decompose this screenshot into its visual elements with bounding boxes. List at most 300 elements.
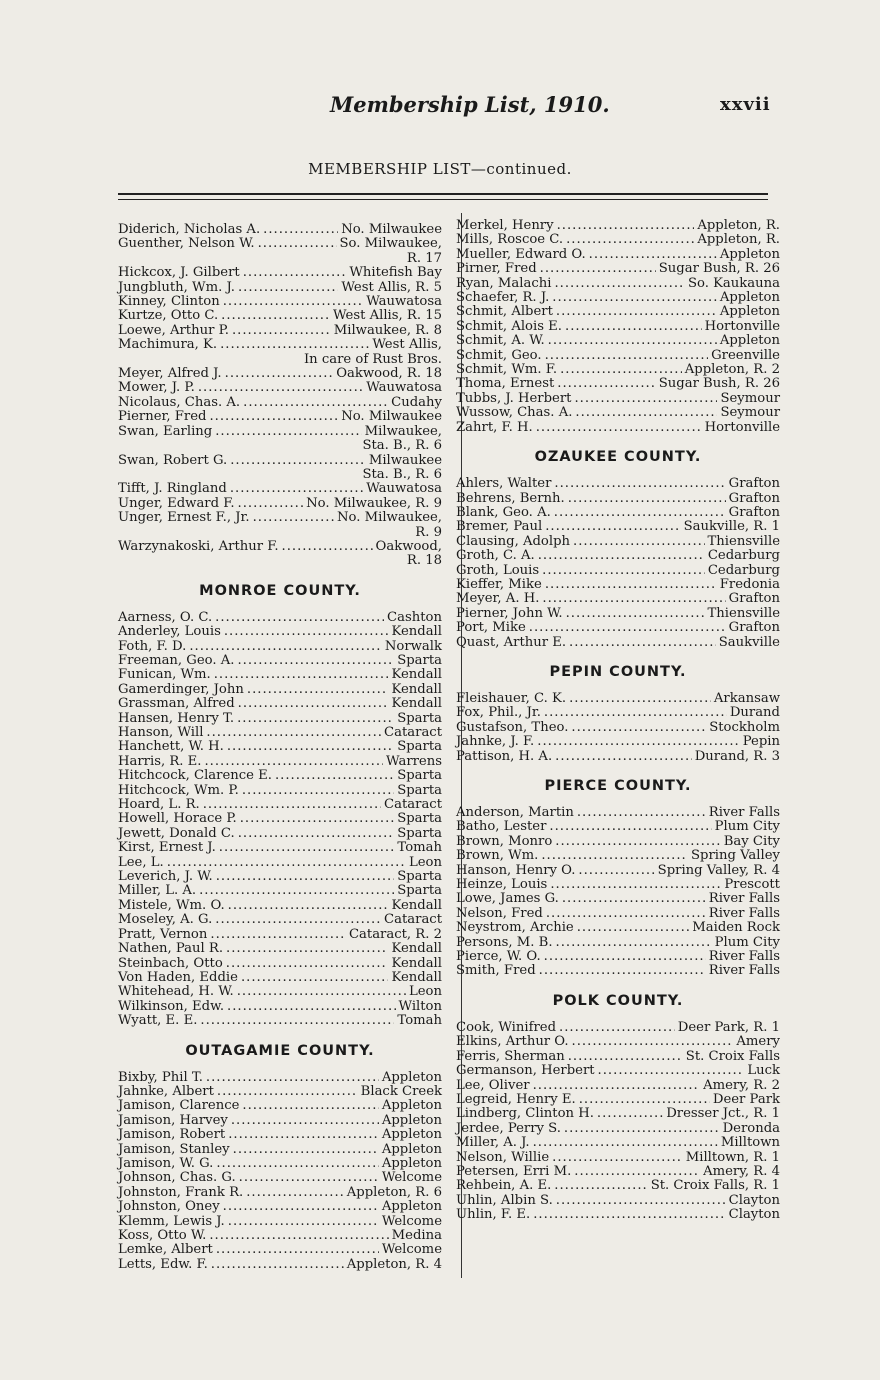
- member-name: Meyer, Alfred J.: [118, 366, 222, 382]
- dot-leader: [559, 1021, 675, 1035]
- member-location: Cataract: [384, 797, 442, 813]
- member-location: Milwaukee: [368, 452, 442, 468]
- dot-leader: [552, 291, 717, 305]
- member-name: Pattison, H. A.: [456, 748, 553, 764]
- member-name: Neystrom, Archie: [456, 920, 574, 936]
- member-entry: [118, 740, 442, 754]
- dot-leader: [228, 899, 389, 913]
- dot-leader: [239, 1171, 379, 1185]
- dot-leader: [237, 654, 394, 668]
- member-location: Durand: [729, 705, 780, 721]
- member-location: Appleton: [719, 246, 780, 262]
- right-column: [456, 219, 780, 1223]
- dot-leader: [565, 320, 702, 334]
- dot-leader: [215, 425, 361, 439]
- member-location: Maiden Rock: [692, 920, 780, 936]
- member-location: Whitefish Bay: [349, 265, 442, 281]
- member-name: Ahlers, Walter: [456, 476, 552, 492]
- member-location: Sparta: [397, 768, 442, 784]
- member-location: Saukville, R. 1: [683, 519, 780, 535]
- county-heading: OZAUKEE COUNTY.: [534, 449, 702, 466]
- member-entry: [456, 535, 780, 549]
- member-name: Schmit, Geo.: [456, 347, 542, 363]
- member-name: Hickcox, J. Gilbert: [118, 265, 240, 281]
- member-entry: [456, 864, 780, 878]
- member-name: Legreid, Henry E.: [456, 1091, 576, 1107]
- member-name: Mistele, Wm. O.: [118, 897, 225, 913]
- dot-leader: [282, 540, 373, 554]
- member-entry: [456, 320, 780, 334]
- member-location: Prescott: [724, 877, 780, 893]
- member-name: Hanson, Henry O.: [456, 862, 576, 878]
- member-location: Cudahy: [391, 394, 442, 410]
- member-entry: [456, 492, 780, 506]
- member-entry: [456, 750, 780, 764]
- member-entry: [456, 248, 780, 262]
- dot-leader: [226, 957, 389, 971]
- member-entry: [118, 784, 442, 798]
- member-name: Mower, J. P.: [118, 380, 195, 396]
- member-entry: [456, 578, 780, 592]
- dot-leader: [575, 406, 717, 420]
- dot-leader: [545, 349, 709, 363]
- member-name: Jerdee, Perry S.: [456, 1120, 561, 1136]
- member-location: Appleton: [381, 1069, 442, 1085]
- member-name: Mills, Roscoe C.: [456, 232, 564, 248]
- dot-leader: [554, 506, 726, 520]
- member-location: Appleton, R. 2: [684, 362, 780, 378]
- member-location: Tomah: [397, 1013, 442, 1029]
- member-name: Leverich, J. W.: [118, 869, 213, 885]
- dot-leader: [230, 454, 366, 468]
- member-location: Seymour: [720, 405, 780, 421]
- member-entry: [456, 421, 780, 435]
- member-entry: [118, 812, 442, 826]
- dot-leader: [214, 668, 389, 682]
- member-name: Lemke, Albert: [118, 1242, 213, 1258]
- member-name: Hoard, L. R.: [118, 797, 200, 813]
- dot-leader: [538, 549, 705, 563]
- member-name: Hitchcock, Clarence E.: [118, 768, 272, 784]
- member-entry: [118, 309, 442, 323]
- dot-leader: [577, 806, 706, 820]
- member-location: Grafton: [728, 476, 780, 492]
- dot-leader: [578, 864, 654, 878]
- member-name: Nelson, Willie: [456, 1149, 550, 1165]
- member-name: Kieffer, Mike: [456, 576, 542, 592]
- member-entry: [118, 712, 442, 726]
- dot-leader: [533, 1136, 718, 1150]
- dot-leader: [554, 1179, 647, 1193]
- member-name: Meyer, A. H.: [456, 591, 540, 607]
- member-name: Batho, Lester: [456, 819, 547, 835]
- member-location: Black Creek: [360, 1083, 442, 1099]
- dot-leader: [253, 511, 334, 525]
- dot-leader: [231, 1114, 379, 1128]
- member-name: Pierner, John W.: [456, 605, 563, 621]
- member-name: Kinney, Clinton: [118, 294, 220, 310]
- member-name: Fox, Phil., Jr.: [456, 705, 541, 721]
- member-location: Appleton, R. 6: [346, 1184, 442, 1200]
- ozaukee-county-list: [456, 477, 780, 650]
- county-heading: PIERCE COUNTY.: [544, 778, 692, 794]
- member-name: Jamison, Stanley: [118, 1141, 230, 1157]
- member-location: Greenville: [711, 347, 780, 363]
- dot-leader: [226, 942, 388, 956]
- member-name: Heinze, Louis: [456, 877, 548, 893]
- member-location: Wauwatosa: [366, 380, 442, 396]
- member-entry: [118, 338, 442, 352]
- member-location: Sugar Bush, R. 26: [658, 261, 780, 277]
- dot-leader: [539, 964, 706, 978]
- member-location: Saukville: [718, 634, 780, 650]
- member-entry: [118, 913, 442, 927]
- dot-leader: [240, 812, 394, 826]
- county-heading: POLK COUNTY.: [552, 992, 684, 1009]
- member-location: Spring Valley: [691, 848, 780, 864]
- member-entry: [118, 1071, 442, 1085]
- dot-leader: [572, 1035, 734, 1049]
- member-location: Oakwood,: [375, 538, 442, 554]
- member-name: Loewe, Arthur P.: [118, 322, 229, 338]
- member-location: No. Milwaukee: [341, 409, 442, 425]
- member-location: Cedarburg: [707, 562, 780, 578]
- dot-leader: [233, 1143, 379, 1157]
- member-location: Kendall: [391, 941, 442, 957]
- member-entry: [456, 936, 780, 950]
- member-name: Diderich, Nicholas A.: [118, 222, 261, 237]
- dot-leader: [242, 784, 394, 798]
- member-name: Jungbluth, Wm. J.: [118, 279, 235, 295]
- member-entry: [456, 549, 780, 563]
- member-name: Jewett, Donald C.: [118, 825, 235, 841]
- member-location: Plum City: [714, 934, 780, 950]
- member-entry: [456, 506, 780, 520]
- dot-leader: [225, 367, 334, 381]
- polk-county-list: [456, 1021, 780, 1223]
- member-location: Milwaukee, R. 8: [333, 322, 442, 338]
- dot-leader: [204, 755, 383, 769]
- member-location: River Falls: [708, 949, 780, 965]
- member-entry: [456, 1064, 780, 1078]
- member-name: Zahrt, F. H.: [456, 419, 533, 435]
- member-entry: [456, 1050, 780, 1064]
- member-location: Appleton, R.: [697, 218, 780, 233]
- dot-leader: [211, 1258, 344, 1272]
- member-name: Aarness, O. C.: [118, 609, 213, 625]
- member-name: Unger, Ernest F., Jr.: [118, 510, 250, 526]
- dot-leader: [569, 636, 716, 650]
- dot-leader: [237, 985, 406, 999]
- dot-leader: [243, 266, 347, 280]
- dot-leader: [566, 233, 694, 247]
- member-entry: [118, 942, 442, 956]
- member-entry: [456, 305, 780, 319]
- member-entry: [456, 1079, 780, 1093]
- member-entry: [118, 295, 442, 309]
- dot-leader: [560, 363, 682, 377]
- member-entry: [118, 1243, 442, 1257]
- member-entry: [456, 349, 780, 363]
- member-entry: [456, 621, 780, 635]
- member-entry: [456, 1122, 780, 1136]
- member-location: River Falls: [708, 805, 780, 820]
- member-location: No. Milwaukee: [341, 222, 442, 237]
- dot-leader: [215, 611, 384, 625]
- member-entry: [118, 769, 442, 783]
- location-continuation: Sta. B., R. 6: [362, 438, 442, 454]
- member-name: Lowe, James G.: [456, 891, 559, 907]
- member-name: Lee, L.: [118, 854, 164, 870]
- member-entry: [456, 334, 780, 348]
- dot-leader: [220, 338, 369, 352]
- member-location: Leon: [409, 854, 442, 870]
- member-name: Schmit, A. W.: [456, 333, 545, 349]
- member-entry: [456, 950, 780, 964]
- member-entry: [456, 219, 780, 233]
- dot-leader: [246, 1186, 344, 1200]
- member-location: West Allis,: [372, 337, 442, 353]
- dot-leader: [241, 971, 388, 985]
- member-entry: [118, 1128, 442, 1142]
- dot-leader: [545, 578, 717, 592]
- member-location: No. Milwaukee,: [336, 510, 442, 526]
- member-name: Schaefer, R. J.: [456, 290, 550, 306]
- member-entry: [456, 706, 780, 720]
- member-entry: [456, 607, 780, 621]
- member-location: Appleton: [381, 1127, 442, 1143]
- member-location: Thiensville: [707, 533, 780, 549]
- member-entry: [456, 592, 780, 606]
- member-entry: [456, 721, 780, 735]
- member-entry: [118, 856, 442, 870]
- member-name: Petersen, Erri M.: [456, 1163, 572, 1179]
- member-location: Appleton, R.: [697, 232, 780, 248]
- dot-leader: [568, 1050, 683, 1064]
- member-location: Milltown, R. 1: [685, 1149, 780, 1165]
- member-location: Amery: [736, 1034, 780, 1050]
- member-name: Elkins, Arthur O.: [456, 1034, 569, 1050]
- member-location: Oakwood, R. 18: [336, 366, 442, 382]
- member-entry: [118, 367, 442, 381]
- member-name: Mueller, Edward O.: [456, 246, 586, 262]
- dot-leader: [579, 1093, 710, 1107]
- member-location: River Falls: [708, 891, 780, 907]
- dot-leader: [554, 277, 685, 291]
- dot-leader: [247, 683, 389, 697]
- dot-leader: [549, 820, 711, 834]
- member-entry: [118, 410, 442, 424]
- member-name: Uhlin, F. E.: [456, 1207, 531, 1223]
- member-location: Kendall: [391, 681, 442, 697]
- member-name: Koss, Otto W.: [118, 1228, 207, 1243]
- member-name: Blank, Geo. A.: [456, 504, 551, 520]
- member-location: Wilton: [398, 998, 442, 1014]
- member-location: Sparta: [397, 883, 442, 899]
- member-entry: [456, 735, 780, 749]
- dot-leader: [533, 1079, 701, 1093]
- member-entry: [456, 806, 780, 820]
- member-location: Sparta: [397, 811, 442, 827]
- member-name: Miller, L. A.: [118, 883, 197, 899]
- member-entry: [118, 396, 442, 410]
- dot-leader: [210, 928, 346, 942]
- member-location: Appleton: [381, 1141, 442, 1157]
- member-name: Guenther, Nelson W.: [118, 236, 255, 252]
- member-entry: [118, 1099, 442, 1113]
- dot-leader: [263, 223, 338, 237]
- member-name: Jamison, Harvey: [118, 1112, 228, 1128]
- member-location: Sparta: [397, 652, 442, 668]
- location-continuation: R. 17: [406, 250, 442, 266]
- member-location: Warrens: [386, 753, 442, 769]
- member-location: Grafton: [728, 490, 780, 506]
- dot-leader: [537, 735, 740, 749]
- member-location: St. Croix Falls: [685, 1048, 780, 1064]
- member-entry: [118, 884, 442, 898]
- member-name: Thoma, Ernest: [456, 376, 555, 392]
- member-name: Schmit, Wm. F.: [456, 362, 558, 378]
- member-name: Jahnke, Albert: [118, 1083, 214, 1099]
- member-name: Pirner, Fred: [456, 261, 537, 277]
- member-location: Kendall: [391, 897, 442, 913]
- member-name: Ryan, Malachi: [456, 275, 552, 291]
- member-entry: [118, 827, 442, 841]
- member-entry: [118, 798, 442, 812]
- dot-leader: [597, 1107, 663, 1121]
- member-location: Sugar Bush, R. 26: [658, 376, 780, 392]
- member-entry: [118, 381, 442, 395]
- member-entry: [456, 1107, 780, 1121]
- dot-leader: [189, 640, 382, 654]
- member-location: Arkansaw: [713, 690, 780, 706]
- county-heading: MONROE COUNTY.: [199, 582, 361, 599]
- member-entry: [118, 482, 442, 496]
- dot-leader: [242, 1099, 378, 1113]
- member-entry: [118, 1215, 442, 1229]
- dot-leader: [546, 907, 706, 921]
- member-location: West Allis, R. 15: [333, 308, 442, 324]
- member-name: Freeman, Geo. A.: [118, 652, 235, 668]
- member-location: Clayton: [728, 1207, 780, 1223]
- member-name: Hansen, Henry T.: [118, 710, 235, 726]
- member-name: Funican, Wm.: [118, 667, 211, 683]
- dot-leader: [238, 697, 389, 711]
- member-entry: [118, 1014, 442, 1028]
- member-entry: [118, 654, 442, 668]
- member-entry: [456, 291, 780, 305]
- member-name: Schmit, Albert: [456, 304, 553, 320]
- member-name: Nathen, Paul R.: [118, 941, 224, 957]
- dot-leader: [198, 381, 363, 395]
- dot-leader: [568, 492, 726, 506]
- member-entry: [118, 1186, 442, 1200]
- member-entry: [456, 820, 780, 834]
- dot-leader: [228, 1128, 379, 1142]
- dot-leader: [552, 1151, 683, 1165]
- dot-leader: [574, 1165, 700, 1179]
- dot-leader: [573, 535, 704, 549]
- member-name: Jamison, Robert: [118, 1127, 226, 1143]
- member-entry: [456, 835, 780, 849]
- member-name: Gamerdinger, John: [118, 681, 244, 697]
- member-name: Whitehead, H. W.: [118, 984, 234, 1000]
- dot-leader: [223, 295, 364, 309]
- member-location: Sparta: [397, 710, 442, 726]
- member-entry: [118, 957, 442, 971]
- dot-leader: [209, 1229, 388, 1243]
- member-entry: [118, 755, 442, 769]
- member-entry: [456, 892, 780, 906]
- dot-leader: [529, 621, 726, 635]
- member-name: Wussow, Chas. A.: [456, 405, 573, 421]
- member-location: Cashton: [387, 609, 442, 625]
- member-location: No. Milwaukee, R. 9: [306, 495, 442, 511]
- member-entry: [118, 611, 442, 625]
- dot-leader: [199, 884, 394, 898]
- member-name: Unger, Edward F.: [118, 495, 235, 511]
- dot-leader: [223, 1200, 379, 1214]
- member-location: Medina: [391, 1228, 442, 1243]
- member-location: Wauwatosa: [366, 481, 442, 497]
- dot-leader: [556, 305, 717, 319]
- member-name: Jahnke, J. F.: [456, 734, 535, 750]
- member-entry: [456, 1165, 780, 1179]
- member-location: Wauwatosa: [366, 294, 442, 310]
- member-location: Appleton: [381, 1155, 442, 1171]
- dot-leader: [540, 262, 656, 276]
- dot-leader: [571, 721, 706, 735]
- member-entry: [118, 281, 442, 295]
- member-name: Bixby, Phil T.: [118, 1069, 203, 1085]
- member-name: Johnston, Frank R.: [118, 1184, 244, 1200]
- member-location: Appleton: [381, 1199, 442, 1215]
- member-location: Appleton: [719, 333, 780, 349]
- member-name: Port, Mike: [456, 620, 526, 636]
- member-entry: [456, 392, 780, 406]
- member-location: Sparta: [397, 869, 442, 885]
- member-entry: [118, 697, 442, 711]
- member-location: So. Milwaukee,: [339, 236, 442, 252]
- member-name: Tubbs, J. Herbert: [456, 390, 572, 406]
- dot-leader: [219, 841, 395, 855]
- monroe-county-list: [118, 611, 442, 1029]
- member-location: Cedarburg: [707, 548, 780, 564]
- member-name: Cook, Winifred: [456, 1019, 557, 1035]
- member-name: Von Haden, Eddie: [118, 969, 238, 985]
- member-entry: [456, 636, 780, 650]
- member-entry: [456, 692, 780, 706]
- running-head: [0, 92, 880, 122]
- member-location: Milltown: [720, 1135, 780, 1151]
- member-entry: [456, 849, 780, 863]
- left-column: [118, 223, 442, 1272]
- member-entry: [118, 1171, 442, 1185]
- member-location: Cataract: [384, 912, 442, 928]
- dot-leader: [232, 324, 331, 338]
- member-entry: [118, 683, 442, 697]
- member-location: Pepin: [742, 734, 780, 750]
- member-entry: [118, 985, 442, 999]
- member-name: Pierner, Fred: [118, 409, 207, 425]
- dot-leader: [555, 835, 720, 849]
- member-entry: [118, 511, 442, 525]
- member-entry: [118, 223, 442, 237]
- dot-leader: [598, 1064, 745, 1078]
- member-name: Grassman, Alfred: [118, 696, 235, 712]
- dot-leader: [555, 750, 692, 764]
- member-location: Deer Park: [712, 1091, 780, 1107]
